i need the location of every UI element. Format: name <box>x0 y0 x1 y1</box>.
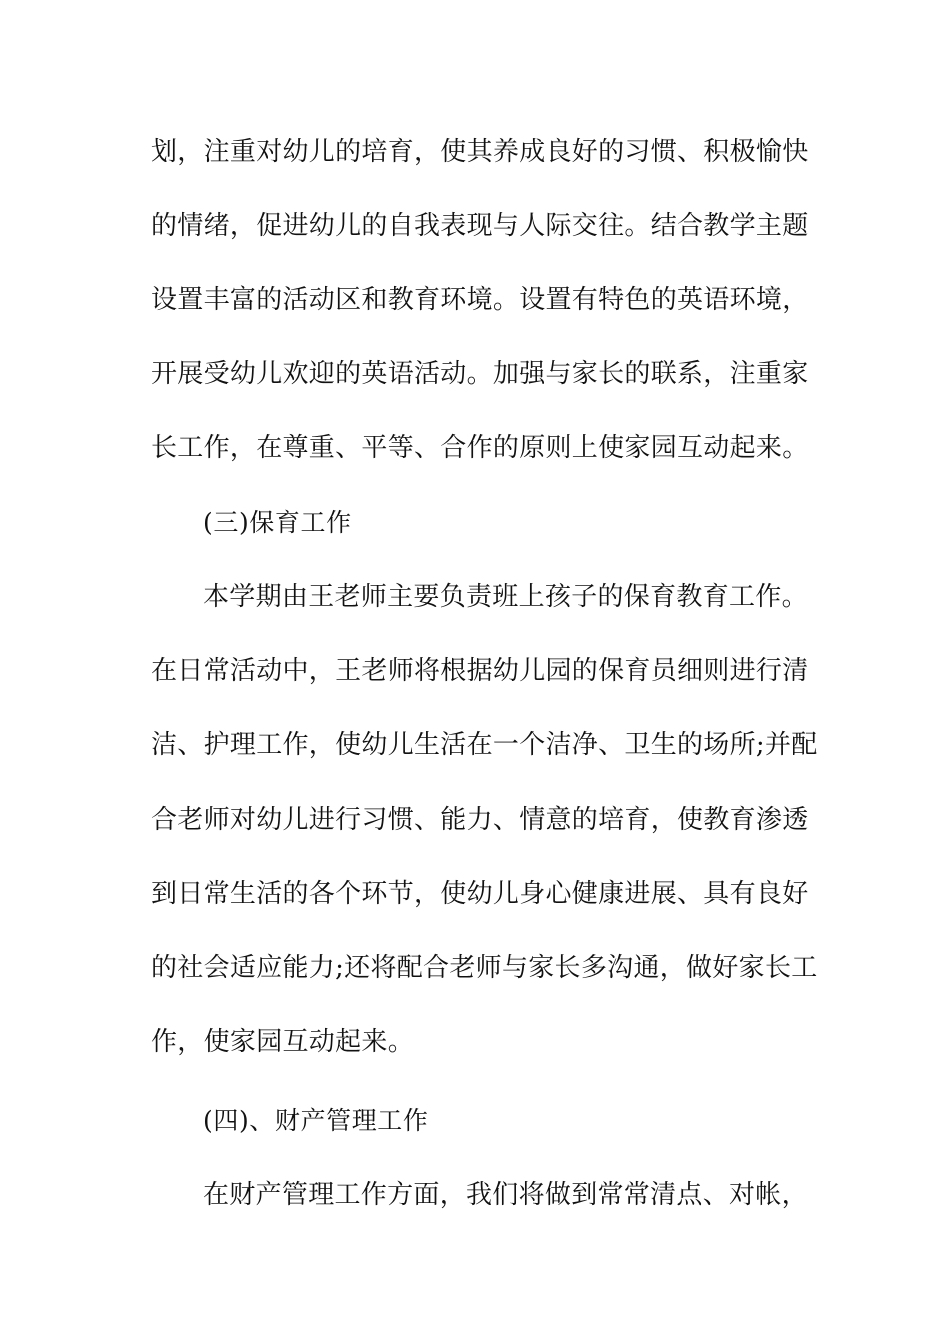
section-heading-4: (四)、财产管理工作 <box>203 1106 429 1135</box>
paragraph-line: 划，注重对幼儿的培育，使其养成良好的习惯、积极愉快 <box>151 137 809 167</box>
paragraph-line: 到日常生活的各个环节，使幼儿身心健康进展、具有良好 <box>151 879 809 909</box>
paragraph-line: 长工作，在尊重、平等、合作的原则上使家园互动起来。 <box>151 433 809 463</box>
paragraph-line: 的情绪，促进幼儿的自我表现与人际交往。结合教学主题 <box>151 211 809 241</box>
paragraph-line: 作，使家园互动起来。 <box>151 1027 415 1057</box>
paragraph-line: 开展受幼儿欢迎的英语活动。加强与家长的联系，注重家 <box>151 359 809 389</box>
paragraph-line: 洁、护理工作，使幼儿生活在一个洁净、卫生的场所;并配 <box>151 730 818 760</box>
section-heading-3: (三)保育工作 <box>203 508 352 537</box>
paragraph-line: 的社会适应能力;还将配合老师与家长多沟通，做好家长工 <box>151 953 818 983</box>
paragraph-line: 合老师对幼儿进行习惯、能力、情意的培育，使教育渗透 <box>151 805 809 835</box>
paragraph-line: 在日常活动中，王老师将根据幼儿园的保育员细则进行清 <box>151 656 809 686</box>
paragraph-line: 本学期由王老师主要负责班上孩子的保育教育工作。 <box>203 582 808 612</box>
paragraph-line: 在财产管理工作方面，我们将做到常常清点、对帐， <box>203 1180 808 1210</box>
paragraph-line: 设置丰富的活动区和教育环境。设置有特色的英语环境， <box>151 285 809 315</box>
